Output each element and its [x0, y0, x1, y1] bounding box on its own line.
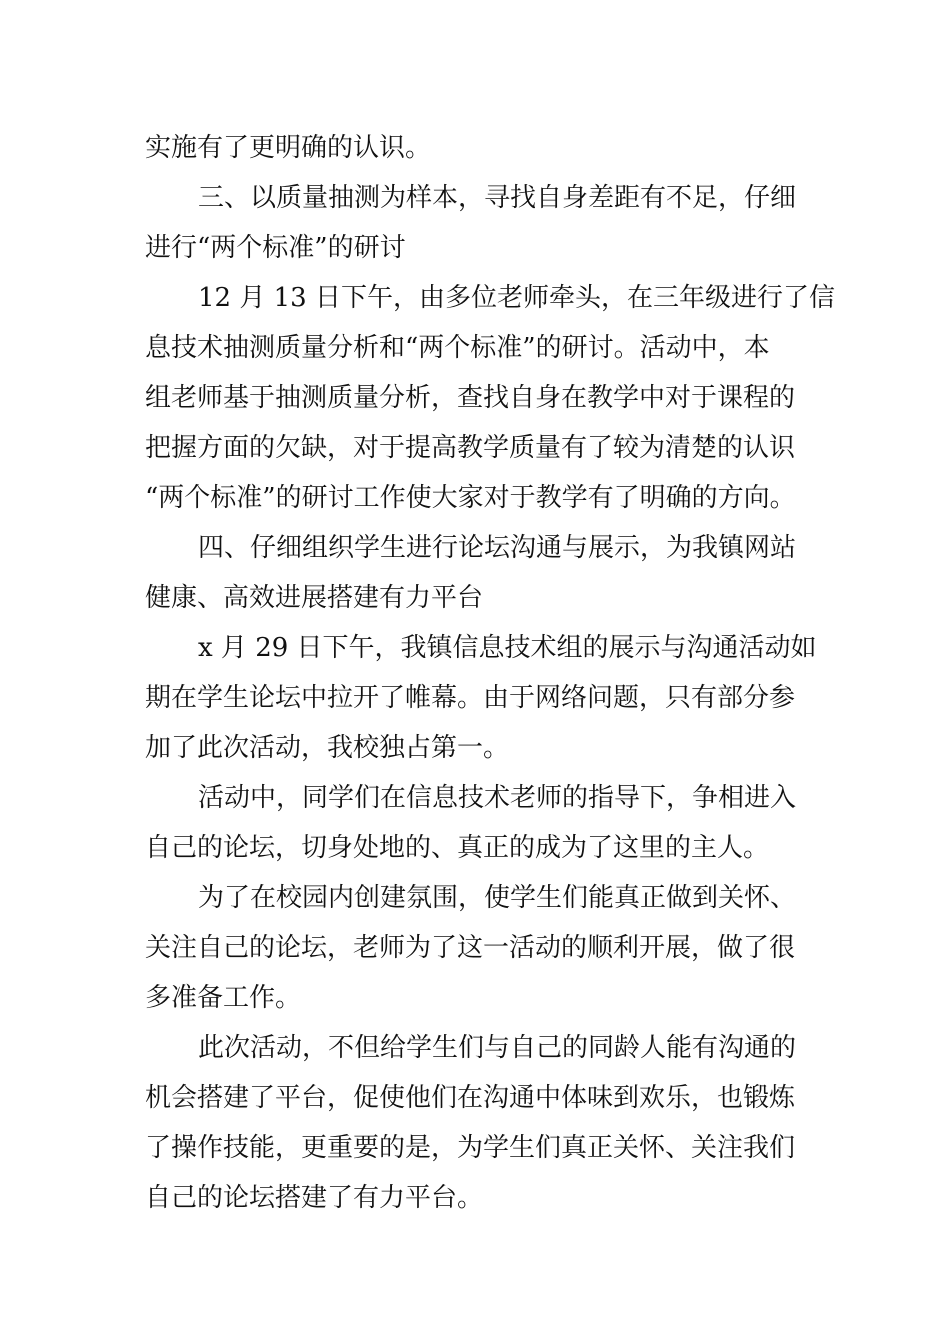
- paragraph-line: 多准备工作。: [145, 983, 302, 1013]
- section-heading-line: 三、以质量抽测为样本，寻找自身差距有不足，仔细: [198, 183, 797, 213]
- paragraph-line: 了操作技能，更重要的是，为学生们真正关怀、关注我们: [145, 1133, 796, 1163]
- paragraph-line: 12 月 13 日下午，由多位老师牵头，在三年级进行了信: [198, 283, 835, 313]
- paragraph-line: 活动中，同学们在信息技术老师的指导下，争相进入: [198, 783, 797, 813]
- paragraph-line: “两个标准”的研讨工作使大家对于教学有了明确的方向。: [145, 483, 796, 513]
- section-heading-line: 健康、高效进展搭建有力平台: [145, 583, 484, 613]
- paragraph-line: 机会搭建了平台，促使他们在沟通中体味到欢乐，也锻炼: [145, 1083, 796, 1113]
- paragraph-line: 自己的论坛搭建了有力平台。: [145, 1183, 484, 1213]
- paragraph-line: 组老师基于抽测质量分析，查找自身在教学中对于课程的: [145, 383, 796, 413]
- paragraph-line: 此次活动，不但给学生们与自己的同龄人能有沟通的: [198, 1033, 797, 1063]
- paragraph-line: 实施有了更明确的认识。: [145, 133, 432, 163]
- paragraph-line: 息技术抽测质量分析和“两个标准”的研讨。活动中，本: [145, 333, 770, 363]
- section-heading-line: 四、仔细组织学生进行论坛沟通与展示，为我镇网站: [198, 533, 797, 563]
- paragraph-line: 自己的论坛，切身处地的、真正的成为了这里的主人。: [145, 833, 770, 863]
- paragraph-line: 期在学生论坛中拉开了帷幕。由于网络问题，只有部分参: [145, 683, 796, 713]
- paragraph-line: 把握方面的欠缺，对于提高教学质量有了较为清楚的认识: [145, 433, 796, 463]
- section-heading-line: 进行“两个标准”的研讨: [145, 233, 406, 263]
- paragraph-line: 关注自己的论坛，老师为了这一活动的顺利开展，做了很: [145, 933, 796, 963]
- paragraph-line: x 月 29 日下午，我镇信息技术组的展示与沟通活动如: [198, 633, 817, 663]
- paragraph-line: 加了此次活动，我校独占第一。: [145, 733, 510, 763]
- paragraph-line: 为了在校园内创建氛围，使学生们能真正做到关怀、: [198, 883, 797, 913]
